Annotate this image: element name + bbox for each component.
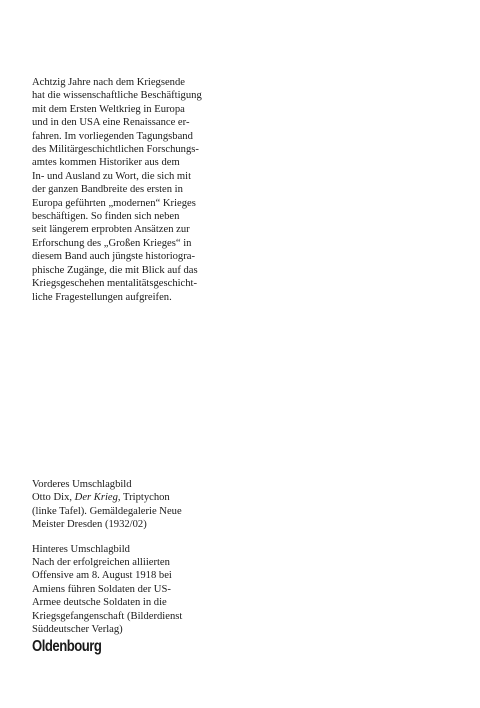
blurb-line: der ganzen Bandbreite des ersten in: [32, 184, 183, 196]
blurb-line: hat die wissenschaftliche Beschäftigung: [32, 90, 202, 102]
artwork-type: Triptychon: [120, 492, 170, 504]
blurb-line: Kriegsgeschehen mentalitätsgeschicht-: [32, 278, 198, 290]
blurb-line: des Militärgeschichtlichen Forschungs-: [32, 144, 199, 156]
blurb-line: fahren. Im vorliegenden Tagungsband: [32, 130, 193, 142]
front-cover-line: (linke Tafel). Gemäldegalerie Neue: [32, 505, 182, 517]
back-cover-credit: [32, 543, 302, 637]
back-cover-line: Armee deutsche Soldaten in die: [32, 597, 167, 609]
blurb-line: liche Fragestellungen aufgreifen.: [32, 291, 172, 303]
blurb-text: [32, 76, 302, 304]
blurb-line: Europa geführten „modernen“ Krieges: [32, 197, 196, 209]
blurb-line: seit längerem erprobten Ansätzen zur: [32, 224, 190, 236]
artwork-title: Der Krieg,: [74, 492, 121, 504]
section-gap: [32, 532, 302, 543]
back-cover-line: Kriegsgefangenschaft (Bilderdienst: [32, 610, 183, 622]
blurb-line: phische Zugänge, die mit Blick auf das: [32, 264, 198, 276]
blurb-line: mit dem Ersten Weltkrieg in Europa: [32, 103, 185, 115]
blurb-line: Achtzig Jahre nach dem Kriegsende: [32, 77, 185, 88]
blurb-line: In- und Ausland zu Wort, die sich mit: [32, 170, 192, 182]
blurb-line: amtes kommen Historiker aus dem: [32, 157, 180, 169]
back-cover-line: Nach der erfolgreichen alliierten: [32, 557, 170, 569]
artist-name: Otto Dix,: [32, 492, 75, 504]
front-cover-heading: Vorderes Umschlagbild: [32, 479, 132, 490]
publisher-logo: Oldenbourg: [32, 638, 102, 655]
front-cover-credit: [32, 478, 302, 532]
back-cover-line: Amiens führen Soldaten der US-: [32, 583, 171, 595]
cover-image-credits: [32, 478, 302, 636]
front-cover-artwork: [32, 491, 302, 504]
blurb-line: diesem Band auch jüngste historiogra-: [32, 251, 195, 263]
blurb-line: Erforschung des „Großen Krieges“ in: [32, 237, 192, 249]
front-cover-line: Meister Dresden (1932/02): [32, 519, 147, 531]
back-cover-line: Offensive am 8. August 1918 bei: [32, 570, 172, 582]
back-cover-heading: Hinteres Umschlagbild: [32, 543, 130, 555]
blurb-line: beschäftigen. So finden sich neben: [32, 211, 180, 223]
back-cover-line: Süddeutscher Verlag): [32, 624, 123, 636]
blurb-line: und in den USA eine Renaissance er-: [32, 117, 190, 129]
